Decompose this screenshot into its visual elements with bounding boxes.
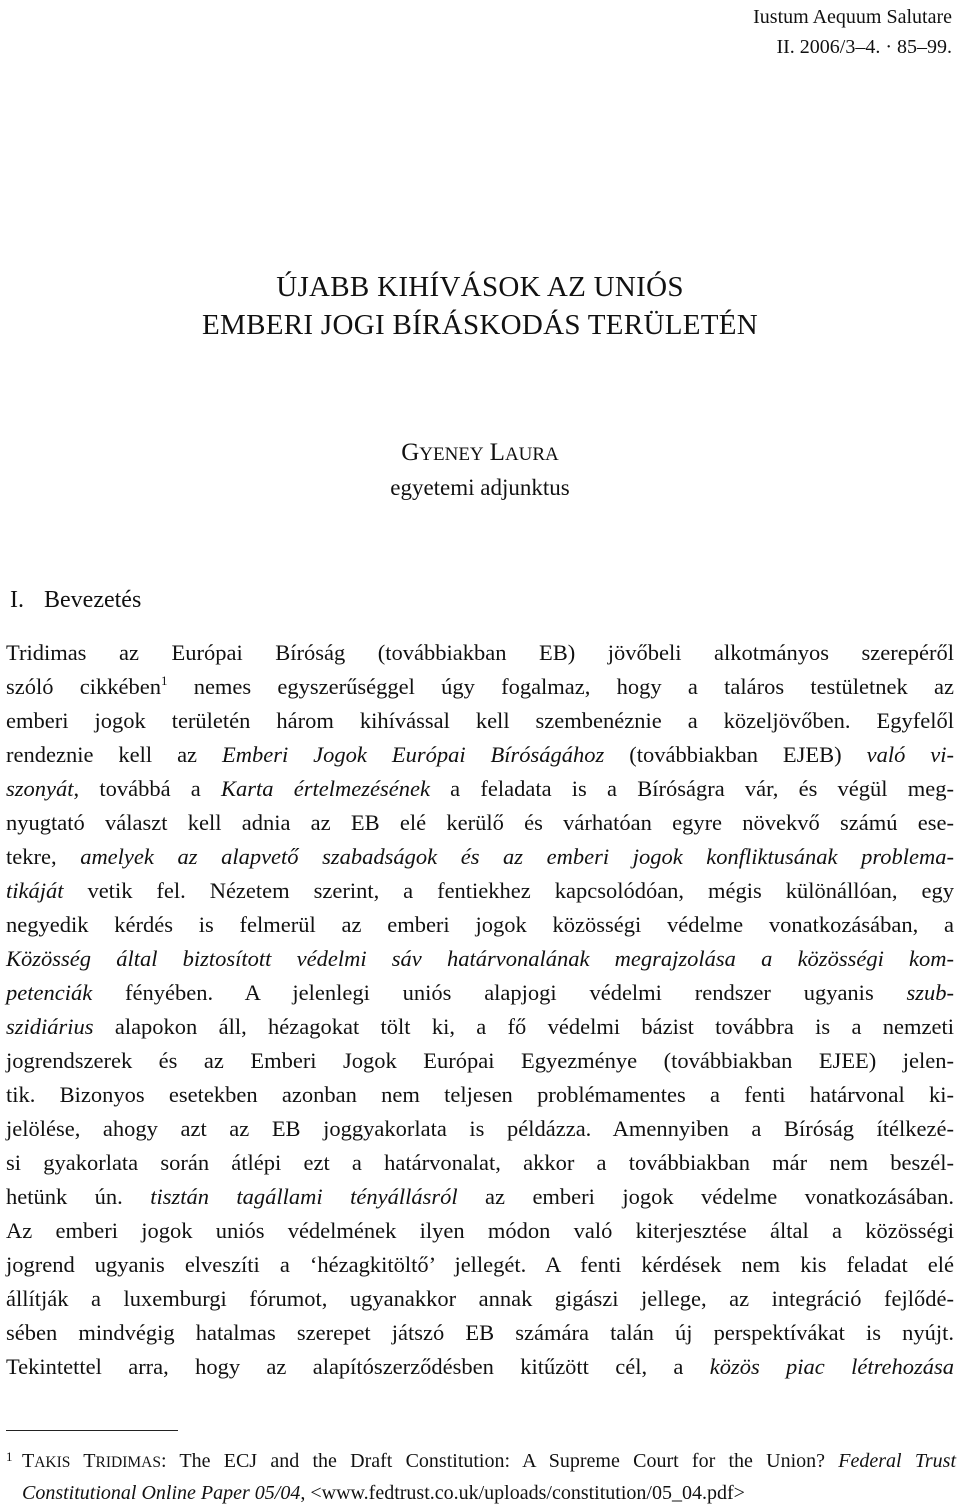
body-line: nyugtató választ kell adnia az EB elé kerülő és várhatóan egyre növekvő számú ese- [6,810,954,835]
text-run: az emberi jogok védelme vonatkozásában. [457,1184,954,1209]
body-line: jelölése, ahogy azt az EB joggyakorlata is példázza. Amennyiben a Bíróság ítélkezé- [6,1116,954,1141]
footnote-mark: 1 [6,1449,13,1464]
italic-run: Emberi Jogok Európai Bíróságához [221,742,605,767]
body-line [6,840,954,874]
italic-run: közös piac létrehozása [709,1354,954,1379]
body-line: negyedik kérdés is felmerül az emberi jogok közösségi védelme vonatkozásában, a [6,912,954,937]
italic-run: szidiárius [6,1014,94,1039]
text-run: nemes egyszerűséggel úgy fogalmaz, hogy a taláros testületnek az [167,674,954,699]
text-run: : The ECJ and the Draft Constitution: A Supreme Court for the Union? [160,1450,839,1472]
text-run: fényében. A jelenlegi uniós alapjogi védelmi rendszer ugyanis [92,980,907,1005]
text-run: rendeznie kell az [6,742,222,767]
footnote-text [22,1446,956,1508]
body-line: sében mindvégig hatalmas szerepet játszó EB számára talán új perspektívákat is nyújt. [6,1320,954,1345]
author-last-initial: L [489,439,505,466]
body-paragraph [6,636,954,1384]
section-title: Bevezetés [44,587,142,613]
journal-citation: II. 2006/3–4. · 85–99. [776,36,952,58]
smallcaps-run: RIDIMAS [95,1454,161,1471]
italic-run: Karta értelmezésének [221,776,430,801]
body-line [6,1350,954,1384]
body-line [6,670,954,704]
author-name [0,437,960,471]
italic-run: szonyát [6,776,74,801]
footnote [6,1446,956,1508]
body-line: tik. Bizonyos esetekben azonban nem teljesen problémamentes a fenti határvonal ki- [6,1082,954,1107]
text-run: , továbbá a [73,776,222,801]
author-first-initial: G [401,439,420,466]
title-line-2: EMBERI JOGI BÍRÁSKODÁS TERÜLETÉN [201,309,759,341]
smallcaps-run: T [83,1450,96,1472]
body-line [6,772,954,806]
text-run: (továbbiakban EJEB) [604,742,867,767]
italic-run: Közösség által biztosított védelmi sáv határvonalának megrajzolása a közösségi kom- [6,946,954,971]
text-run: szóló cikkében [6,674,161,699]
body-line: Az emberi jogok uniós védelmének ilyen módon való kiterjesztése által a közösségi [6,1218,954,1243]
text-run: vetik fel. Nézetem szerint, a fentiekhez kapcsolódóan, mégis különállóan, egy [63,878,954,903]
body-line: jogrend ugyanis elveszíti a ‘hézagkitöltő’ jellegét. A fenti kérdések nem kis feladat elé [6,1252,954,1277]
body-line [6,874,954,908]
italic-run: tikáját [6,878,64,903]
body-line: Tridimas az Európai Bíróság (továbbiakban EB) jövőbeli alkotmányos szerepéről [6,640,954,665]
body-line: emberi jogok területén három kihívással kell szembenéznie a közeljövőben. Egyfelől [6,708,954,733]
footnote-link[interactable]: , <www.fedtrust.co.uk/uploads/constitution/05_04.pdf> [300,1482,745,1504]
footnote-ref[interactable]: 1 [160,673,168,688]
body-line [6,1180,954,1214]
section-heading [10,584,141,616]
footnote-line [22,1446,956,1478]
italic-run: Constitutional Online Paper 05/04 [22,1482,301,1504]
author-last-rest: AURA [504,444,559,465]
text-run: Tekintettel arra, hogy az alapítószerződésben kitűzött cél, a [6,1354,710,1379]
body-line [6,976,954,1010]
smallcaps-run: AKIS [34,1454,71,1471]
body-line: jogrendszerek és az Emberi Jogok Európai Egyezménye (továbbiakban EJEE) jelen- [6,1048,954,1073]
article-title [0,268,960,344]
section-number: I. [10,587,24,613]
body-line [6,738,954,772]
footnote-line [22,1478,956,1508]
footnote-divider [6,1430,178,1431]
author-first-rest: YENEY [419,444,484,465]
italic-run: amelyek az alapvető szabadságok és az emberi jogok konfliktusának problema- [80,844,954,869]
body-line: si gyakorlata során átlépi ezt a határvonalat, akkor a továbbiakban már nem beszél- [6,1150,954,1175]
text-run: alapokon áll, hézagokat tölt ki, a fő védelmi bázist továbbra is a nemzeti [93,1014,954,1039]
text-run: hetünk ún. [6,1184,151,1209]
italic-run: tisztán tagállami tényállásról [150,1184,458,1209]
italic-run: petenciák [6,980,93,1005]
text-run: tekre, [6,844,81,869]
smallcaps-run: T [22,1450,35,1472]
title-line-1: ÚJABB KIHÍVÁSOK AZ UNIÓS [276,271,684,303]
body-line [6,1010,954,1044]
body-line [6,942,954,976]
italic-run: szub- [906,980,954,1005]
author-affiliation: egyetemi adjunktus [390,475,570,500]
text-run: a feladata is a Bíróságra vár, és végül meg- [429,776,954,801]
italic-run: Federal Trust [838,1450,956,1472]
journal-name: Iustum Aequum Salutare [753,6,952,28]
body-line: állítják a luxemburgi fórumot, ugyanakkor annak gigászi jellege, az integráció fejlődé- [6,1286,954,1311]
running-header [753,2,952,62]
italic-run: való vi- [866,742,954,767]
